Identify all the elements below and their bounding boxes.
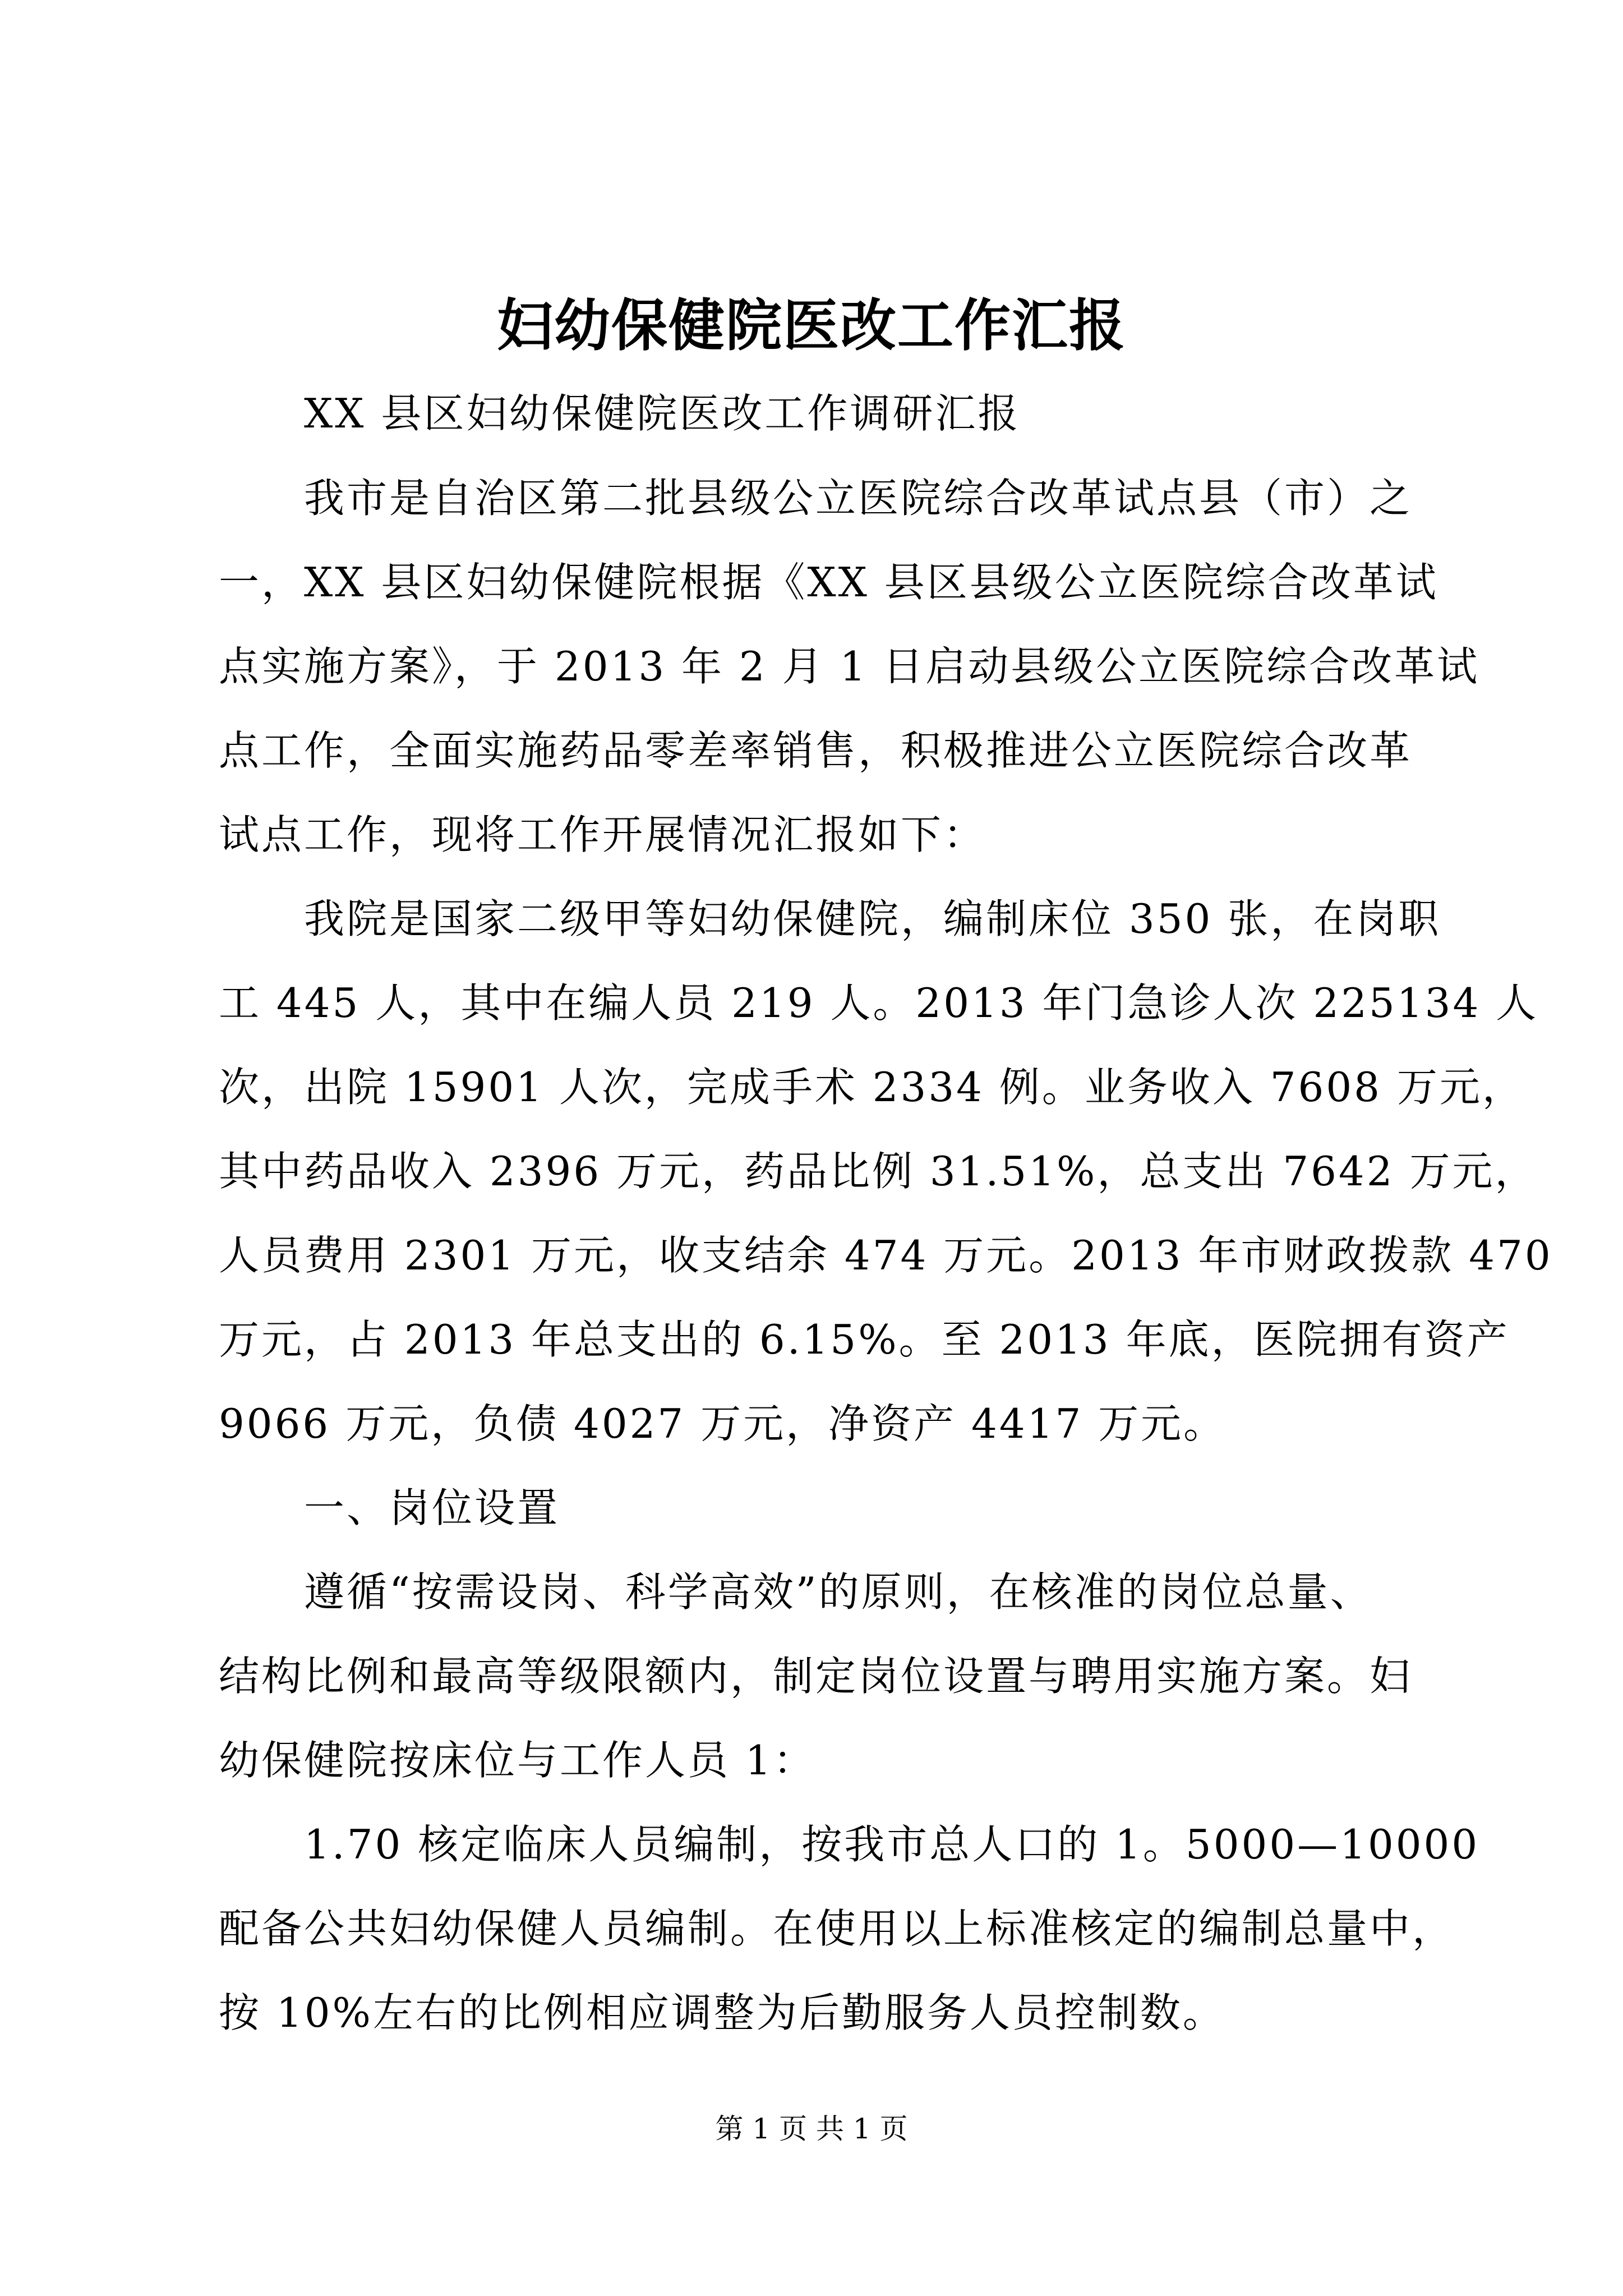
paragraph-3-line-2: 结构比例和最高等级限额内，制定岗位设置与聘用实施方案。妇 [219,1653,1413,1700]
document-title: 妇幼保健院医改工作汇报 [497,292,1126,358]
paragraph-2-line-1: 我院是国家二级甲等妇幼保健院，编制床位 350 张，在岗职 [304,895,1441,942]
paragraph-1-line-3: 点实施方案》，于 2013 年 2 月 1 日启动县级公立医院综合改革试 [219,643,1480,690]
section-heading: 一、岗位设置 [304,1484,560,1531]
paragraph-1-line-2: 一，XX 县区妇幼保健院根据《XX 县区县级公立医院综合改革试 [219,559,1438,606]
paragraph-2-line-3: 次，出院 15901 人次，完成手术 2334 例。业务收入 7608 万元， [219,1064,1525,1111]
page-footer: 第 1 页 共 1 页 [715,2113,908,2145]
paragraph-4-line-3: 按 10%左右的比例相应调整为后勤服务人员控制数。 [219,1989,1225,2036]
paragraph-2-line-5: 人员费用 2301 万元，收支结余 474 万元。2013 年市财政拨款 470 [219,1232,1553,1279]
paragraph-3-line-1: 遵循“按需设岗、科学高效”的原则，在核准的岗位总量、 [304,1568,1373,1616]
paragraph-1-line-4: 点工作，全面实施药品零差率销售，积极推进公立医院综合改革 [219,727,1413,774]
paragraph-2-line-4: 其中药品收入 2396 万元，药品比例 31.51%，总支出 7642 万元， [219,1148,1538,1195]
paragraph-3-line-3: 幼保健院按床位与工作人员 1： [219,1737,816,1784]
paragraph-4-line-1: 1.70 核定临床人员编制，按我市总人口的 1。5000—10000 [304,1821,1480,1868]
paragraph-2-line-6: 万元，占 2013 年总支出的 6.15%。至 2013 年底，医院拥有资产 [219,1316,1510,1363]
paragraph-4-line-2: 配备公共妇幼保健人员编制。在使用以上标准核定的编制总量中， [219,1905,1455,1952]
paragraph-1-line-1: 我市是自治区第二批县级公立医院综合改革试点县（市）之 [304,475,1413,522]
paragraph-1-line-5: 试点工作，现将工作开展情况汇报如下： [219,811,986,858]
paragraph-2-line-2: 工 445 人，其中在编人员 219 人。2013 年门急诊人次 225134 人 [219,979,1539,1027]
paragraph-2-line-7: 9066 万元，负债 4027 万元，净资产 4417 万元。 [219,1400,1227,1447]
subtitle-line: XX 县区妇幼保健院医改工作调研汇报 [304,390,1021,437]
